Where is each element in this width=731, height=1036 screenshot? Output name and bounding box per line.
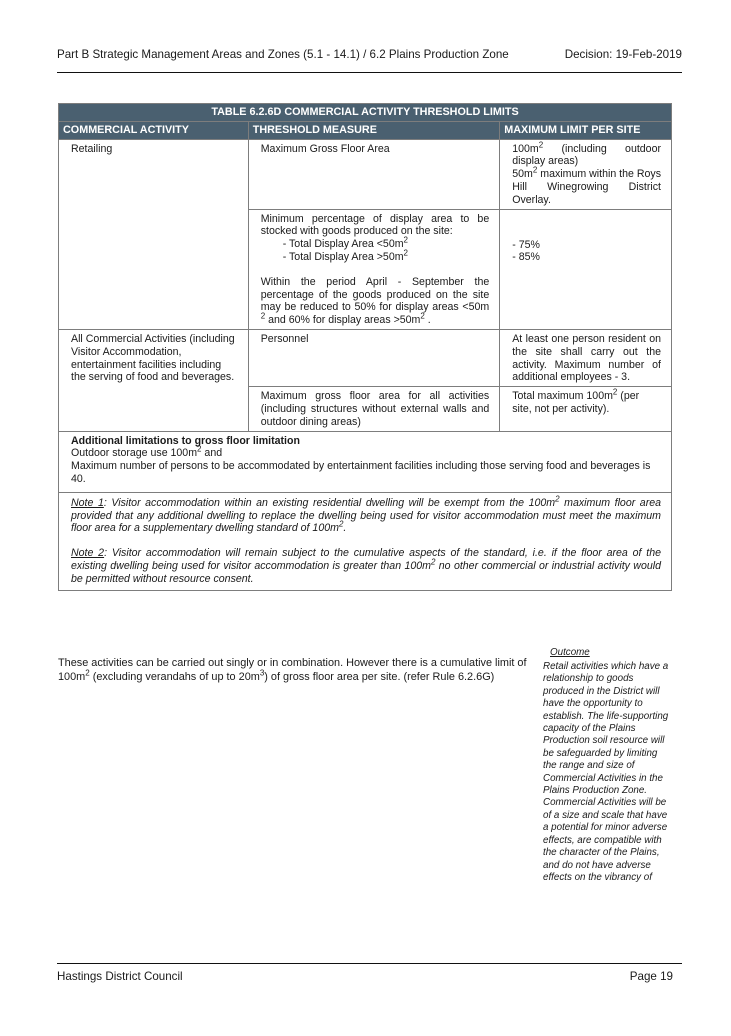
table-title-row xyxy=(59,104,672,122)
limit-gross-floor-area: $100m^2$ (including outdoor display areas) $50m^2$ maximum within the Roys Hill Winegrowing District Overlay. xyxy=(500,139,672,209)
note-1: Note 1: Visitor accommodation within an existing residential dwelling will be exempt from the $100m^2$ maximum floor area provided that any additional dwelling to replace the dwelling being used for visitor accommodation must meet the maximum floor area for a supplementary dwelling standard of $100m^2$. xyxy=(71,494,662,535)
column-header-limit: MAXIMUM LIMIT PER SITE xyxy=(500,121,672,139)
table-title: TABLE 6.2.6D COMMERCIAL ACTIVITY THRESHOLD LIMITS xyxy=(59,104,672,122)
table-row xyxy=(59,329,672,386)
table-notes xyxy=(59,492,672,590)
page-footer xyxy=(57,970,673,983)
table-row xyxy=(59,431,672,492)
page-header xyxy=(57,48,682,61)
additional-limitations: Additional limitations to gross floor limitation Outdoor storage use $100m^2$ and Maximum number of persons to be accommodated by entertainment facilities including those serving food and beverages is 40. xyxy=(59,431,672,492)
limit-personnel: At least one person resident on the site shall carry out the activity. Maximum number of additional employees - 3. xyxy=(500,329,672,386)
header-decision-date: Decision: 19-Feb-2019 xyxy=(564,48,682,61)
footer-page-number: Page 19 xyxy=(629,970,673,983)
footer-council: Hastings District Council xyxy=(57,970,183,983)
activity-retailing: Retailing xyxy=(59,139,249,329)
header-rule xyxy=(57,72,682,73)
measure-personnel: Personnel xyxy=(248,329,500,386)
measure-display-area: Minimum percentage of display area to be stocked with goods produced on the site: - Total Display Area $<50m^2$ - Total Display Area $>50m^2$ Within the period April - September the percentage of the goods produced on the site may be reduced to 50% for display areas <50m $^2$ and 60% for display areas $>50m^2$ . xyxy=(248,209,500,329)
column-header-activity: COMMERCIAL ACTIVITY xyxy=(59,121,249,139)
measure-max-gross-floor-area: Maximum gross floor area for all activities (including structures without external walls and outdoor dining areas) xyxy=(248,387,500,431)
measure-gross-floor-area: Maximum Gross Floor Area xyxy=(248,139,500,209)
column-header-measure: THRESHOLD MEASURE xyxy=(248,121,500,139)
table-header-row xyxy=(59,121,672,139)
threshold-limits-table xyxy=(58,103,672,591)
outcome-heading: Outcome xyxy=(550,647,590,658)
cumulative-limit-paragraph: These activities can be carried out singly or in combination. However there is a cumulative limit of $100m^2$ (excluding verandahs of up to $20m^3$) of gross floor area per site. (refer Rule 6.2.6G) xyxy=(58,657,527,683)
limit-display-area: - 75% - 85% xyxy=(500,209,672,329)
header-title: Part B Strategic Management Areas and Zones (5.1 - 14.1) / 6.2 Plains Production Zone xyxy=(57,48,509,61)
outcome-text: Retail activities which have a relationship to goods produced in the District will have the opportunity to establish. The life-supporting capacity of the Plains Production soil resource will be safeguarded by limiting the range and size of Commercial Activities in the Plains Production Zone. Commercial Activities will be of a size and scale that have a potential for minor adverse effects, are compatible with the character of the Plains, and do not have adverse effects on the vibrancy of xyxy=(543,661,669,883)
limit-total-max: Total maximum $100m^2$ (per site, not per activity). xyxy=(500,387,672,431)
table-row xyxy=(59,492,672,590)
footer-rule xyxy=(57,963,682,964)
note-2: Note 2: Visitor accommodation will remain subject to the cumulative aspects of the standard, i.e. if the floor area of the existing dwelling being used for visitor accommodation is greater than $100m^2$ no other commercial or industrial activity would be permitted without resource consent. xyxy=(71,547,661,585)
activity-all-commercial: All Commercial Activities (including Visitor Accommodation, entertainment facilities including the serving of food and beverages. xyxy=(59,329,249,431)
table-row xyxy=(59,139,672,209)
